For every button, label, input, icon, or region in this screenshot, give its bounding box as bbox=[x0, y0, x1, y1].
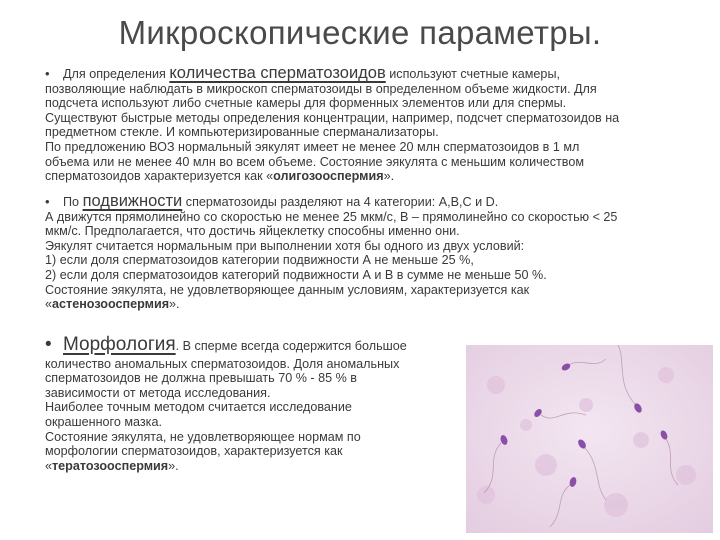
teratozoospermia-term: тератозооспермия bbox=[52, 458, 169, 473]
motility-line: Эякулят считается нормальным при выполнении хотя бы одного из двух условий: bbox=[45, 238, 525, 253]
morphology-section bbox=[45, 334, 450, 473]
count-last-line bbox=[45, 169, 685, 184]
count-line: По предложению ВОЗ нормальный эякулят имеет не менее 20 млн сперматозоидов в 1 мл bbox=[45, 139, 580, 154]
motility-line: А движутся прямолинейно со скоростью не менее 25 мкм/с, В – прямолинейно со скоростью < 25 bbox=[45, 209, 618, 224]
morphology-line: зависимости от метода исследования. bbox=[45, 385, 271, 400]
morphology-first-line bbox=[45, 334, 450, 355]
motility-intro: По bbox=[63, 195, 80, 209]
oligozoospermia-term: олигозооспермия bbox=[273, 169, 384, 184]
morphology-last-line bbox=[45, 459, 450, 474]
count-section bbox=[45, 66, 685, 184]
motility-line: 2) если доля сперматозоидов категорий подвижности А и В в сумме не меньше 50 %. bbox=[45, 267, 547, 282]
count-line: предметном стекле. И компьютеризированные спермaнализаторы. bbox=[45, 125, 439, 140]
count-last-suffix: ». bbox=[383, 169, 395, 184]
motility-line: 1) если доля сперматозоидов категории подвижности А не меньше 25 %, bbox=[45, 253, 474, 268]
morphology-line: Состояние эякулята, не удовлетворяющее нормам по bbox=[45, 429, 361, 444]
bullet-icon: • bbox=[45, 66, 50, 81]
motility-last-prefix: « bbox=[45, 297, 53, 312]
count-intro: Для определения bbox=[63, 67, 166, 81]
motility-last-suffix: ». bbox=[169, 297, 180, 312]
morphology-line: окрашенного мазка. bbox=[45, 414, 162, 429]
count-last-prefix: сперматозоидов характеризуется как « bbox=[45, 169, 274, 184]
asthenozoospermia-term: астенозооспермия bbox=[52, 297, 170, 312]
bullet-icon: • bbox=[45, 194, 50, 209]
stained-smear-micrograph bbox=[466, 345, 713, 533]
morphology-last-prefix: « bbox=[45, 458, 53, 473]
morphology-first-rest: . В сперме всегда содержится большое bbox=[175, 339, 407, 353]
count-highlight: количества сперматозоидов bbox=[169, 64, 386, 82]
motility-last-line bbox=[45, 297, 685, 312]
motility-first-line bbox=[45, 194, 685, 210]
morphology-line: сперматозоидов не должна превышать 70 % - 85 % в bbox=[45, 371, 357, 386]
count-first-line bbox=[45, 66, 685, 82]
morphology-line: морфологии сперматозоидов, характеризуется как bbox=[45, 444, 343, 459]
motility-first-rest: сперматозоиды разделяют на 4 категории: A,B,C и D. bbox=[185, 195, 499, 209]
bullet-icon: • bbox=[45, 334, 52, 355]
count-first-rest: используют счетные камеры, bbox=[389, 67, 560, 81]
count-line: позволяющие наблюдать в микроскоп сперматозоиды в определенном объеме жидкости. Для bbox=[45, 81, 597, 96]
morphology-last-suffix: ». bbox=[168, 458, 179, 473]
motility-section bbox=[45, 194, 685, 312]
slide-title: Микроскопические параметры. bbox=[118, 14, 602, 51]
morphology-line: количество аномальных сперматозоидов. Доля аномальных bbox=[45, 356, 400, 371]
motility-line: мкм/с. Предполагается, что достичь яйцеклетку способны именно они. bbox=[45, 224, 460, 239]
micrograph-image bbox=[466, 345, 713, 533]
count-line: объема или не менее 40 млн во всем объеме. Состояние эякулята с меньшим количеством bbox=[45, 154, 584, 169]
motility-highlight: подвижности bbox=[82, 192, 183, 210]
motility-line: Состояние эякулята, не удовлетворяющее данным условиям, характеризуется как bbox=[45, 282, 530, 297]
morphology-highlight: Морфология bbox=[63, 334, 176, 355]
count-line: Существуют быстрые методы определения концентрации, например, подсчет сперматозоидов на bbox=[45, 110, 620, 125]
count-line: подсчета используют либо счетные камеры для форменных элементов или для спермы. bbox=[45, 96, 567, 111]
morphology-line: Наиболее точным методом считается исследование bbox=[45, 400, 352, 415]
